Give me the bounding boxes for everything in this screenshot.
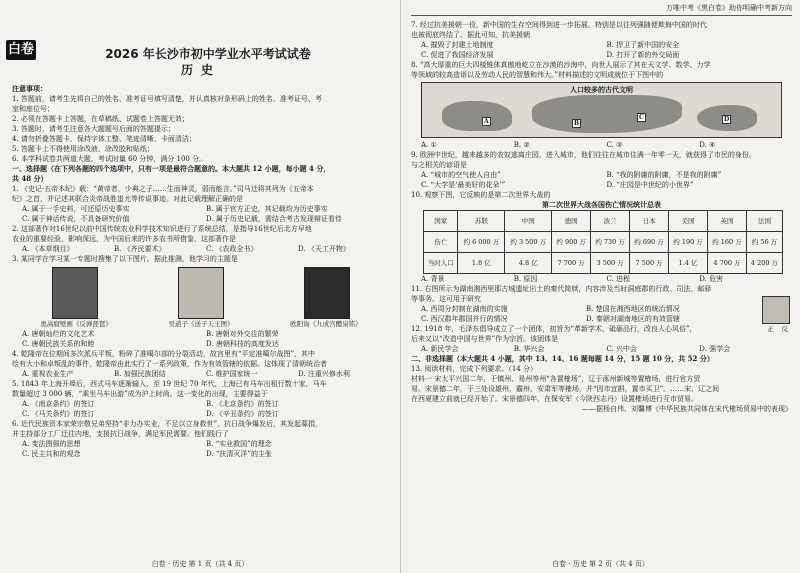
q11-options xyxy=(411,314,751,324)
option: B. “我的附庸的附庸，不是我的附庸” xyxy=(606,171,722,179)
q2-options xyxy=(12,244,390,254)
question-13: 13. 阅读材料，完成下列要求。（14 分） xyxy=(411,365,537,373)
option: A. 变法图强的思想 xyxy=(22,440,81,448)
map-title: 人口较多的古代文明 xyxy=(570,85,633,94)
question-7: 也被彻底终结了。据此可知，抗美援朝 xyxy=(411,31,530,39)
option: D. 属于历史记载，需结合考古发现辩证看待 xyxy=(206,215,342,223)
option: B. 属于官方正史，其记载均为历史事实 xyxy=(206,205,328,213)
image-caption: 奥高窟壁画《反弹琵琶》 xyxy=(40,320,112,328)
option: A. 新民学会 xyxy=(421,345,459,353)
q9-options xyxy=(411,180,792,190)
table-cell: 国家 xyxy=(424,211,458,232)
notice-line: 4. 请勿折叠答题卡，保持字体工整、笔迹清晰、卡面清洁； xyxy=(12,135,196,143)
notice-title: 注意事项： xyxy=(12,84,47,93)
q5-options xyxy=(12,409,390,419)
q8-options xyxy=(411,140,792,150)
table-cell: 法国 xyxy=(746,211,782,232)
option: A. 重视农业生产 xyxy=(22,370,74,378)
q1-options xyxy=(12,214,390,224)
table-cell: 4.8 亿 xyxy=(505,253,552,274)
table-cell: 1.4 亿 xyxy=(669,253,708,274)
question-10: 10. 观察下图，它反映的是第二次世界大战的 xyxy=(411,191,551,199)
slip-label-back: 反 xyxy=(781,325,788,333)
question-9: 9. 欧洲中世纪，越来越多的农奴逃离庄园，进入城市，他们往往在城市住满一年零一天，就获得了市民的身份。 xyxy=(411,151,756,159)
option: B. 原因 xyxy=(513,275,538,283)
option: B. 楚国在湘西地区的统治情况 xyxy=(586,305,680,313)
question-8: 等领域的较高造诣以及劳动人民的智慧和伟大。”材料描述的文明成就位于下图中的 xyxy=(411,71,664,79)
map-marker: C xyxy=(639,114,644,121)
option: C. 《马关条约》的签订 xyxy=(22,410,95,418)
question-4: 4. 乾隆帝在位期间多次派兵平叛，粉碎了准噶尔部的分裂活动，故宫里有“平定准噶尔战图”，其中 xyxy=(12,350,316,358)
q3-images xyxy=(12,267,390,319)
section-heading: 共 48 分） xyxy=(12,174,48,183)
q4-options xyxy=(12,369,390,379)
option: B. 加强民族团结 xyxy=(114,370,166,378)
exam-subject: 历史 xyxy=(180,63,221,77)
q10-options xyxy=(411,274,792,284)
question-9: 与之相关的谚语是 xyxy=(411,161,467,169)
table-cell: 4 700 万 xyxy=(708,253,747,274)
table-cell: 约 3 500 万 xyxy=(505,232,552,253)
map-marker: A xyxy=(484,118,489,125)
option: A. 属于一手史料，可还原历史事实 xyxy=(22,205,130,213)
option: B. ② xyxy=(513,141,530,149)
q3-captions xyxy=(12,320,390,329)
material-line: 在西夏建立前就已经开始了。宋景德四年，在保安军（今陕西志丹）设置榷场进行互市贸易。 xyxy=(411,395,698,403)
option: A. 摧毁了封建土地制度 xyxy=(421,41,494,49)
option: D. 《辛丑条约》的签订 xyxy=(206,410,279,418)
q5-options xyxy=(12,399,390,409)
question-6: 并主持部分工厂迁往内地，支援抗日战争，满足军民需要。他们践行了 xyxy=(12,430,229,438)
mural-image xyxy=(52,267,98,319)
page-footer: 白卷 · 历史 第 2 页（共 4 页） xyxy=(552,560,649,568)
question-12: 12. 1918 年，毛泽东倡导成立了一个团体，初旨为“革新学术，砥砺品行，改良人心风俗”， xyxy=(411,325,697,333)
exam-title: 2026 年长沙市初中学业水平考试试卷 xyxy=(105,47,311,61)
option: A. “城市的空气使人自由” xyxy=(421,171,501,179)
q1-options xyxy=(12,204,390,214)
table-cell: 英国 xyxy=(708,211,747,232)
table-title: 第二次世界大战各国伤亡情况统计总表 xyxy=(542,200,661,209)
section-heading: 一、选择题（在下列各题的四个选项中，只有一项是最符合题意的。本大题共 12 小题，每小题 4 分， xyxy=(12,164,331,173)
question-11: 等事务。这可用于研究 xyxy=(411,295,481,303)
notice-line: 3. 答题时，请考生注意各大题题号后面的答题提示； xyxy=(12,125,175,133)
option: A. 《南京条约》的签订 xyxy=(22,400,95,408)
table-cell: 7 700 万 xyxy=(552,253,591,274)
question-2: 2. 这部著作对16世纪以前中国传统农业科学技术知识进行了系统总结，是指导16世纪后北方早地 xyxy=(12,225,312,233)
notice-line: 5. 答题卡上不得使用涂改液、涂改胶和贴纸； xyxy=(12,145,154,153)
q12-options xyxy=(411,344,792,354)
map-marker: D xyxy=(724,116,730,123)
option: B. 《北京条约》的签订 xyxy=(206,400,279,408)
image-caption: 欧阳询《九成宫醴泉铭》 xyxy=(290,320,362,328)
casualty-table xyxy=(423,210,783,274)
question-12: 后来又以“改造中国与世界”作为宗旨。该团体是 xyxy=(411,335,559,343)
option: C. 促进了我国经济发展 xyxy=(421,51,494,59)
option: C. 唐朝民族关系的和睦 xyxy=(22,340,95,348)
option: D. ④ xyxy=(699,141,716,149)
question-3: 3. 某同学在学习某一专题时搜集了以下图片。据此推测，他学习的主题是 xyxy=(12,255,238,263)
option: C. ③ xyxy=(606,141,623,149)
table-cell: 美国 xyxy=(669,211,708,232)
map-marker: B xyxy=(574,120,580,127)
option: D. 《天工开物》 xyxy=(298,245,350,253)
option: A. 唐朝灿烂的文化艺术 xyxy=(22,330,95,338)
question-11: 11. 右图所示为湖南湘西里耶古城遗址出土的秦代简牍，内容涉及当时洞庭郡的行政、司法、邮驿 xyxy=(411,285,712,293)
table-cell: 1.8 亿 xyxy=(458,253,505,274)
map-landmass xyxy=(442,101,512,131)
option: B. “实业救国”的理念 xyxy=(206,440,272,448)
table-cell: 波兰 xyxy=(591,211,630,232)
q7-options xyxy=(411,40,792,50)
notice-line: 2. 必须在答题卡上答题，在草稿纸、试题卷上答题无效； xyxy=(12,115,189,123)
material-line: 易。宋景德二年，于三处设雄州、霸州、安肃军等榷场，并“因市宜斟，置市买卫”。……宋、辽之间 xyxy=(411,385,720,393)
q3-options xyxy=(12,339,390,349)
table-cell: 中国 xyxy=(505,211,552,232)
option: C. 民主共和的观念 xyxy=(22,450,81,458)
material-line: 材料一 宋太平兴国二年，于镇州、易州等州“各置榷场”，辽于涿州新城等置榷场，进行官方贸 xyxy=(411,375,701,383)
table-cell: 约 160 万 xyxy=(708,232,747,253)
table-cell: 约 190 万 xyxy=(669,232,708,253)
question-7: 7. 经过抗美援朝一役，新中国的生存空间得到进一步拓展。特别是以往列强随便欺侮中国的时代 xyxy=(411,21,707,29)
page-footer: 白卷 · 历史 第 1 页（共 4 页） xyxy=(151,560,249,568)
painting-image xyxy=(178,267,224,319)
table-cell: 约 730 万 xyxy=(591,232,630,253)
table-cell: 4 200 万 xyxy=(746,253,782,274)
option: D. “庄园是中世纪的小世界” xyxy=(606,181,694,189)
option: A. 西周分封制在湖南的实施 xyxy=(421,305,508,313)
running-header: 万唯中考《黑白卷》助你明确中考新方向 xyxy=(411,4,792,16)
q6-options xyxy=(12,449,390,459)
table-cell: 约 56 万 xyxy=(746,232,782,253)
table-cell: 苏联 xyxy=(458,211,505,232)
option: C. 属于神话传说，不具备研究价值 xyxy=(22,215,130,223)
table-row xyxy=(424,253,783,274)
image-caption: 吴道子《送子天王图》 xyxy=(168,320,234,328)
option: D. 危害 xyxy=(699,275,724,283)
option: C. “大学是‘最美好的花朵’” xyxy=(421,181,506,189)
notice-line: 室和座位号； xyxy=(12,105,54,113)
q3-options xyxy=(12,329,390,339)
q11-options xyxy=(411,304,751,314)
table-header-row xyxy=(424,211,783,232)
table-cell: 7 500 万 xyxy=(630,253,669,274)
table-cell: 日本 xyxy=(630,211,669,232)
table-cell: 德国 xyxy=(552,211,591,232)
calligraphy-image xyxy=(304,267,350,319)
q9-options xyxy=(411,170,792,180)
notice-line: 1. 答题前，请考生先将自己的姓名、准考证号填写清楚，并认真核对条形码上的姓名、准考证号、考 xyxy=(12,95,322,103)
option: C. 兴中会 xyxy=(606,345,638,353)
table-row xyxy=(424,232,783,253)
table-cell: 约 690 万 xyxy=(630,232,669,253)
option: D. 唐朝科技的高度发达 xyxy=(206,340,279,348)
table-cell: 当时人口 xyxy=(424,253,458,274)
question-2: 农业的重要经验，影响深远，为中国后来的许多农书所借鉴，这部著作是 xyxy=(12,235,236,243)
option: A. 《本草纲目》 xyxy=(22,245,74,253)
question-5: 5. 1843 年上海开埠后，西式马车逐渐输入，至 19 世纪 70 年代，上海已有马车出租行数十家，马车 xyxy=(12,380,327,388)
option: D. 注重兴修水利 xyxy=(298,370,350,378)
option: C. 维护国家统一 xyxy=(206,370,258,378)
q6-options xyxy=(12,439,390,449)
exam-badge: 白卷 xyxy=(6,40,36,60)
slip-label-front: 正 xyxy=(767,325,774,333)
option: D. 打开了新的外交局面 xyxy=(606,51,680,59)
option: A. 背景 xyxy=(421,275,445,283)
option: B. 华兴会 xyxy=(513,345,545,353)
table-cell: 约 6 000 万 xyxy=(458,232,505,253)
table-cell: 3 500 万 xyxy=(591,253,630,274)
question-4: 绘有大小和卓叛乱的事件，乾隆帝由此实行了一系列政策，作为有效管辖的依据。这体现了清朝统治者 xyxy=(12,360,327,368)
option: A. ① xyxy=(421,141,437,149)
section-heading: 二、非选择题（本大题共 4 小题，其中 13、14、16 题每题 14 分，15 题 10 分，共 52 分） xyxy=(411,354,714,363)
question-5: 数量超过 3 000 辆，“乘坐马车出游”成为沪上时尚。这一变化的出现，主要得益于 xyxy=(12,390,268,398)
page-right xyxy=(401,0,800,573)
table-cell: 约 900 万 xyxy=(552,232,591,253)
option: B. 唐朝对外交往的繁荣 xyxy=(206,330,279,338)
table-cell: 伤亡 xyxy=(424,232,458,253)
question-1: 纪》之首，并记述其联合炎帝战胜蚩尤等传说事迹。对此记载理解正确的是 xyxy=(12,195,243,203)
map-landmass xyxy=(532,95,682,133)
option: C. 进程 xyxy=(606,275,631,283)
option: B. 《齐民要术》 xyxy=(114,245,166,253)
material-source: ——据杨自伟、刘馨博《中华民族共同体在宋代榷场贸易中的表现》 xyxy=(582,405,792,413)
question-8: 8. “高大厚重的巨大四棱锥体真傲地屹立在沙漠的沙海中，向世人展示了其在天文学、数学、力学 xyxy=(411,61,711,69)
option: B. 捍卫了新中国的安全 xyxy=(606,41,680,49)
option: C. 《农政全书》 xyxy=(206,245,258,253)
option: D. 秦朝对湖南地区的有效管辖 xyxy=(586,315,680,323)
option: C. 西汉郡年郡国并行的情况 xyxy=(421,315,508,323)
ancient-civilization-map xyxy=(421,82,782,138)
option: D. “扶清灭洋”的主张 xyxy=(206,450,272,458)
bamboo-slip-image xyxy=(762,296,790,324)
notice-line: 6. 本学科试卷共两道大题，考试时量 60 分钟，满分 100 分。 xyxy=(12,155,207,163)
q7-options xyxy=(411,50,792,60)
option: D. 强学会 xyxy=(699,345,731,353)
question-6: 6. 近代民族资本家荣宗敬兄弟坚持“非力办实业，不足以立身救世”，抗日战争爆发后，其发起募捐， xyxy=(12,420,323,428)
question-1: 1. 《史记·五帝本纪》载：“黄帝者，少典之子……生而神灵，弱而能言。”司马迁将其列为《五帝本 xyxy=(12,185,314,193)
